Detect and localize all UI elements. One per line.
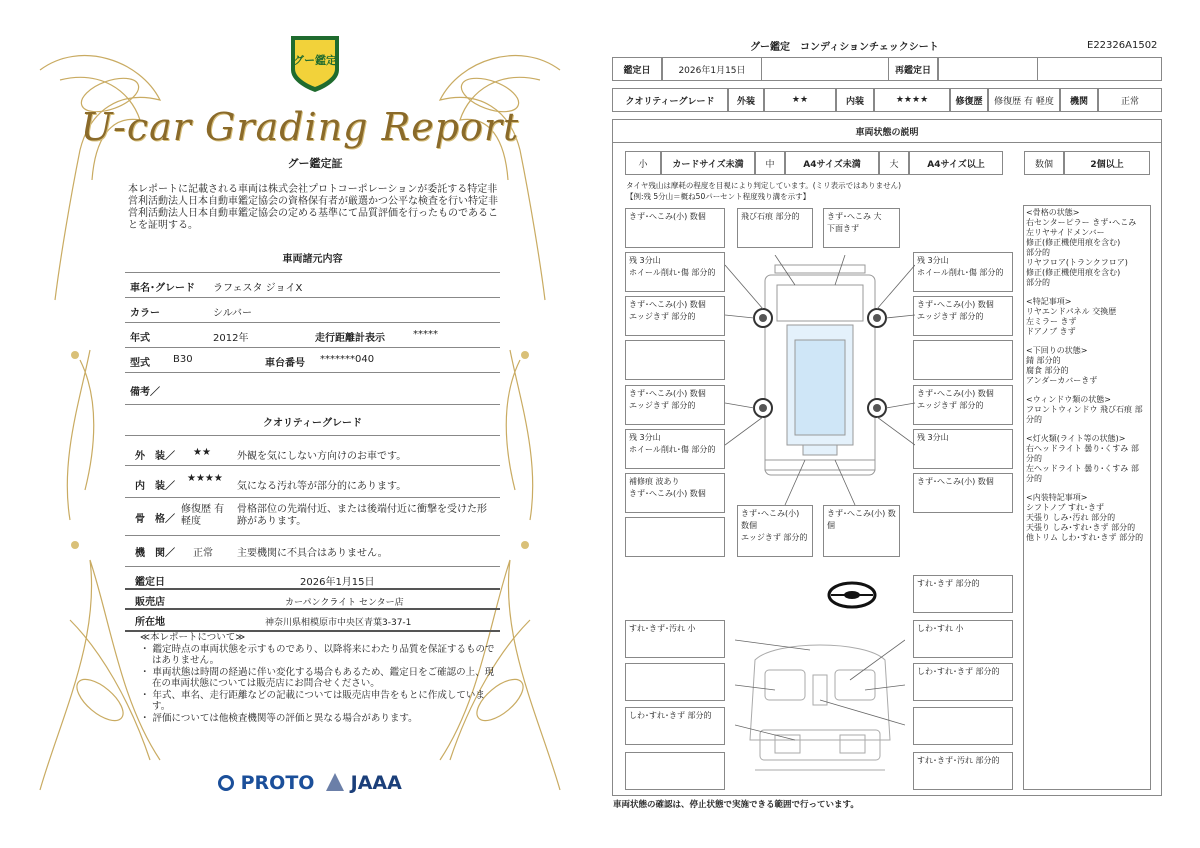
address-row bbox=[125, 608, 500, 632]
car-exterior-diagram bbox=[725, 255, 915, 515]
color-label: カラー bbox=[130, 308, 160, 319]
condition-box: 残 3分山 ホイール削れ･傷 部分的 bbox=[625, 429, 725, 469]
jaaa-logo bbox=[326, 772, 402, 794]
exterior-stars: ★★ bbox=[193, 447, 211, 458]
engine-desc: 主要機関に不具合はありません。 bbox=[237, 548, 388, 559]
steering-wheel-icon bbox=[826, 580, 878, 610]
size-mid: 中 bbox=[755, 151, 785, 175]
color-row bbox=[125, 297, 500, 323]
car-name-row bbox=[125, 272, 500, 298]
doc-id: E22326A1502 bbox=[1087, 40, 1158, 51]
remarks-label: 備考／ bbox=[130, 387, 160, 398]
underbody-note: <下回りの状態> 錆 部分的 腐食 部分的 アンダーカバーきず bbox=[1026, 346, 1098, 385]
model-value: B30 bbox=[173, 354, 193, 365]
certificate-subtitle: グー鑑定証 bbox=[287, 157, 343, 170]
condition-box: きず･へこみ(小) 数個 エッジきず 部分的 bbox=[913, 385, 1013, 425]
count-label: 数個 bbox=[1024, 151, 1064, 175]
notes-title: ≪本レポートについて≫ bbox=[140, 632, 246, 643]
shop-value: カーパンクライト センター店 bbox=[285, 598, 404, 608]
jaaa-logo-text: JAAA bbox=[350, 772, 402, 794]
sheet-footer: 車両状態の確認は、停止状態で実施できる範囲で行っています。 bbox=[613, 800, 859, 810]
car-interior-diagram bbox=[735, 630, 905, 790]
side-notes bbox=[1026, 208, 1146, 552]
quality-divider bbox=[125, 404, 500, 405]
shop-label: 販売店 bbox=[135, 597, 165, 608]
interior-desc: 気になる汚れ等が部分的にあります。 bbox=[237, 481, 407, 492]
goo-kantei-badge bbox=[287, 30, 343, 94]
model-label: 型式 bbox=[130, 358, 150, 369]
proto-mark-icon bbox=[218, 775, 234, 791]
int-label: 内装 bbox=[836, 88, 874, 112]
car-name-value: ラフェスタ ジョイX bbox=[213, 283, 303, 294]
date-value: 2026年1月15日 bbox=[300, 577, 375, 588]
interior-note: <内装特記事項> シフトノブ すれ･きず 天張り しみ･汚れ 部分的 天張り しみ･すれ･きず 部分的 他トリム しわ･すれ･きず 部分的 bbox=[1026, 493, 1144, 542]
size-large: 大 bbox=[879, 151, 909, 175]
special-note: <特記事項> リヤエンドパネル 交換歴 左ミラー きず ドアノブ きず bbox=[1026, 297, 1117, 336]
condition-box: 残 3分山 ホイール削れ･傷 部分的 bbox=[625, 252, 725, 292]
condition-heading: 車両状態の説明 bbox=[612, 119, 1162, 143]
engine-row bbox=[125, 535, 500, 566]
condition-box: きず･へこみ(小) 数個 bbox=[625, 208, 725, 248]
size-small-desc: カードサイズ未満 bbox=[661, 151, 755, 175]
note-item: ・ 鑑定時点の車両状態を示すものであり、以降将来にわたり品質を保証するものではありません。 bbox=[140, 643, 495, 666]
engine-label: 機 関／ bbox=[135, 548, 175, 559]
spec-heading: 車両諸元内容 bbox=[282, 254, 343, 265]
model-row bbox=[125, 347, 500, 373]
engine-label: 機関 bbox=[1060, 88, 1098, 112]
qg-label: クオリティーグレード bbox=[612, 88, 728, 112]
sheet-redate-value bbox=[938, 57, 1038, 81]
mileage-label: 走行距離計表示 bbox=[315, 333, 385, 344]
condition-box bbox=[625, 517, 725, 557]
color-value: シルバー bbox=[213, 308, 253, 319]
exterior-label: 外 装／ bbox=[135, 451, 175, 462]
condition-box: きず･へこみ(小) 数個 エッジきず 部分的 bbox=[737, 505, 813, 557]
interior-stars: ★★★★ bbox=[187, 473, 223, 484]
interior-row bbox=[125, 465, 500, 496]
condition-box: しわ･すれ 小 bbox=[913, 620, 1013, 658]
condition-box: 残 3分山 bbox=[913, 429, 1013, 469]
condition-box: きず･へこみ(小) 数個 エッジきず 部分的 bbox=[625, 296, 725, 336]
year-row bbox=[125, 322, 500, 348]
repair-label: 修復歴 bbox=[950, 88, 988, 112]
condition-box bbox=[913, 340, 1013, 380]
ext-stars: ★★ bbox=[764, 88, 836, 112]
size-mid-desc: A4サイズ未満 bbox=[785, 151, 879, 175]
condition-box bbox=[625, 752, 725, 790]
sheet-date-label: 鑑定日 bbox=[612, 57, 662, 81]
note-item: ・ 年式、車名、走行距離などの記載については販売店申告をもとに作成しています。 bbox=[140, 689, 485, 712]
exterior-desc: 外観を気にしない方向けのお車です。 bbox=[237, 451, 407, 462]
frame-desc: 骨格部位の先端付近、または後端付近に衝撃を受けた形跡があります。 bbox=[237, 504, 487, 527]
report-notes bbox=[140, 632, 500, 724]
proto-logo-text: PROTO bbox=[240, 772, 315, 794]
date-row bbox=[125, 566, 500, 589]
remarks-row bbox=[125, 372, 500, 405]
count-desc: 2個以上 bbox=[1064, 151, 1150, 175]
chassis-label: 車台番号 bbox=[265, 358, 305, 369]
tire-note-example: 【例:残 5分山＝概ね50パーセント程度残り溝を示す】 bbox=[626, 192, 811, 201]
note-item: ・ 評価については他検査機関等の評価と異なる場合があります。 bbox=[140, 712, 418, 724]
tire-note: タイヤ残山は摩耗の程度を目視により判定しています。(ミリ表示ではありません) bbox=[626, 181, 902, 190]
car-name-label: 車名･グレード bbox=[130, 283, 195, 294]
frame-row bbox=[125, 497, 500, 534]
condition-box bbox=[625, 663, 725, 701]
condition-box: 残 3分山 ホイール削れ･傷 部分的 bbox=[913, 252, 1013, 292]
note-item: ・ 車両状態は時間の経過に伴い変化する場合もあるため、鑑定日をご確認の上、現在の車両状態については販売店にお問合せください。 bbox=[140, 666, 495, 689]
certificate-intro: 本レポートに記載される車両は株式会社プロトコーポレーションが委託する特定非営利活動法人日本自動車鑑定協会の資格保有者が厳選かつ公平な検査を行い特定非営利活動法人日本自動車鑑定協会の定める基準にて品質評価を行ったものであることを証明する。 bbox=[128, 184, 498, 231]
engine-value: 正常 bbox=[193, 548, 213, 559]
condition-box bbox=[913, 707, 1013, 745]
date-label: 鑑定日 bbox=[135, 577, 165, 588]
condition-box: 補修痕 波あり きず･へこみ(小) 数個 bbox=[625, 473, 725, 513]
address-label: 所在地 bbox=[135, 617, 165, 628]
condition-box: きず･へこみ(小) 数個 エッジきず 部分的 bbox=[625, 385, 725, 425]
year-value: 2012年 bbox=[213, 333, 249, 344]
proto-logo bbox=[218, 772, 314, 794]
shop-row bbox=[125, 588, 500, 610]
address-value: 神奈川県相模原市中央区青葉3-37-1 bbox=[265, 618, 412, 628]
condition-box: きず･へこみ(小) 数個 エッジきず 部分的 bbox=[913, 296, 1013, 336]
light-note: <灯火類(ライト等の状態)> 右ヘッドライト 曇り･くすみ 部分的 左ヘッドライト 曇り･くすみ 部分的 bbox=[1026, 434, 1139, 483]
ext-label: 外装 bbox=[728, 88, 764, 112]
condition-box: すれ･きず 部分的 bbox=[913, 575, 1013, 613]
condition-box: すれ･きず･汚れ 小 bbox=[625, 620, 725, 658]
condition-box: しわ･すれ･きず 部分的 bbox=[913, 663, 1013, 701]
quality-heading: クオリティーグレード bbox=[263, 418, 362, 429]
int-stars: ★★★★ bbox=[874, 88, 950, 112]
engine-value: 正常 bbox=[1098, 88, 1162, 112]
chassis-value: *******040 bbox=[320, 354, 375, 365]
condition-box: きず･へこみ(小) 数個 bbox=[913, 473, 1013, 513]
sheet-date-value: 2026年1月15日 bbox=[662, 57, 762, 81]
exterior-row bbox=[125, 435, 500, 466]
interior-label: 内 装／ bbox=[135, 481, 175, 492]
sheet-redate-label: 再鑑定日 bbox=[888, 57, 938, 81]
condition-box: きず･へこみ 大 下面きず bbox=[823, 208, 900, 248]
repair-value: 修復歴 有 軽度 bbox=[988, 88, 1060, 112]
condition-box: すれ･きず･汚れ 部分的 bbox=[913, 752, 1013, 790]
mileage-value: ***** bbox=[413, 329, 438, 340]
frame-condition-note: <骨格の状態> 右センターピラー きず･へこみ 左リヤサイドメンバー 修正(修正機使用痕を含む) 部分的 リヤフロア(トランクフロア) 修正(修正機使用痕を含む) 部分的 bbox=[1026, 208, 1137, 287]
jaaa-mark-icon bbox=[326, 773, 344, 791]
condition-box bbox=[625, 340, 725, 380]
frame-label: 骨 格／ bbox=[135, 514, 175, 525]
size-large-desc: A4サイズ以上 bbox=[909, 151, 1003, 175]
condition-box: きず･へこみ(小) 数個 bbox=[823, 505, 900, 557]
sheet-title: グー鑑定 コンディションチェックシート bbox=[750, 42, 939, 53]
year-label: 年式 bbox=[130, 333, 150, 344]
size-small: 小 bbox=[625, 151, 661, 175]
frame-value: 修復歴 有 軽度 bbox=[181, 504, 225, 527]
condition-box: 飛び石痕 部分的 bbox=[737, 208, 813, 248]
badge-text: グー鑑定 bbox=[293, 54, 337, 67]
certificate-title: U-car Grading Report bbox=[80, 105, 520, 149]
window-note: <ウィンドウ類の状態> フロントウィンドウ 飛び石痕 部分的 bbox=[1026, 395, 1143, 424]
condition-box: しわ･すれ･きず 部分的 bbox=[625, 707, 725, 745]
